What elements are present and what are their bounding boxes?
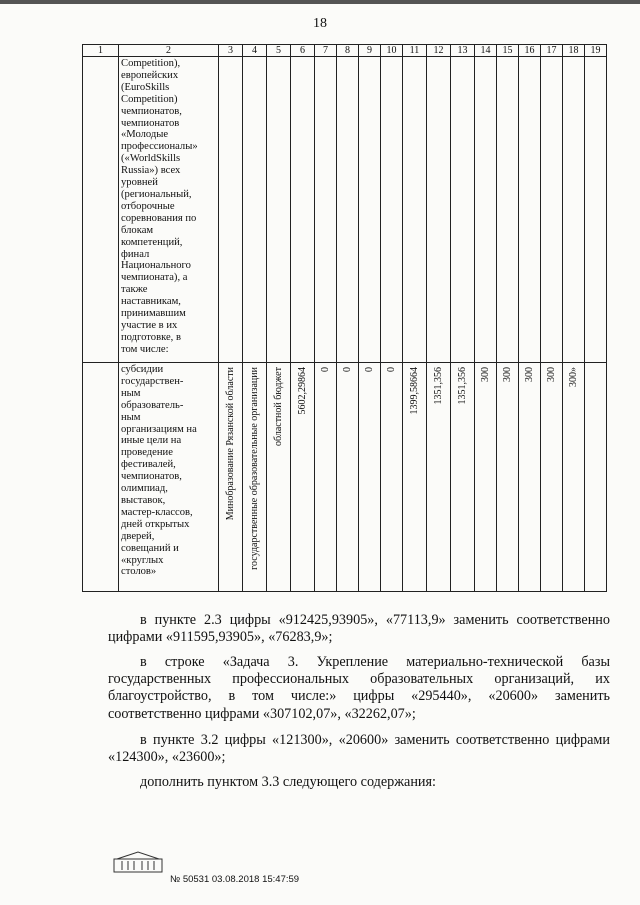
table-row-continuation [83,57,607,363]
header-cell: 4 [243,45,267,57]
header-cell: 18 [563,45,585,57]
paragraph-point-3-2: в пункте 3.2 цифры «121300», «20600» заменить соответственно цифрами «124300», «23600»; [108,732,610,766]
value-cell: 1351,356 [456,367,468,405]
header-cell: 1 [83,45,119,57]
row1-description: Competition), европейских (EuroSkills Competition) чемпионатов, чемпионатов «Молодые профессионалы» («WorldSkills Russia») всех уровней (региональный, отборочные соревнования по блокам компетенций, финал Национального чемпионата), а также наставникам, принимавшим участие в их подготовке, в том числе: [119,57,219,363]
header-cell: 7 [315,45,337,57]
header-cell: 19 [585,45,607,57]
paragraph-point-2-3: в пункте 2.3 цифры «912425,93905», «77113,9» заменить соответственно цифрами «911595,93905», «76283,9»; [108,612,610,646]
value-cell: 300» [567,367,579,387]
header-cell: 2 [119,45,219,57]
table-row-subsidies [83,363,607,592]
executor-cell: Минобразование Рязанской области [224,367,236,521]
top-edge-line [0,0,640,4]
header-cell: 6 [291,45,315,57]
header-cell: 8 [337,45,359,57]
value-cell: 0 [363,367,375,372]
source-cell: областной бюджет [272,367,284,447]
value-cell: 300 [501,367,513,382]
header-cell: 13 [451,45,475,57]
header-cell: 3 [219,45,243,57]
value-cell: 300 [523,367,535,382]
value-cell: 300 [479,367,491,382]
value-cell: 0 [341,367,353,372]
row2-description: субсидии государствен- ным образователь- ным организациям на иные цели на проведение фестивалей, чемпионатов, олимпиад, выставок, мастер-классов, дней открытых дверей, совещаний и «круглых столов» [119,363,219,592]
header-cell: 5 [267,45,291,57]
header-cell: 12 [427,45,451,57]
header-cell: 9 [359,45,381,57]
registration-stamp: № 50531 03.08.2018 15:47:59 [170,874,300,885]
value-cell: 0 [319,367,331,372]
value-cell: 1351,356 [432,367,444,405]
header-cell: 14 [475,45,497,57]
header-cell: 11 [403,45,427,57]
recipient-cell: государственные образовательные организации [248,367,260,570]
registry-emblem-icon [113,850,163,874]
paragraph-add-point-3-3: дополнить пунктом 3.3 следующего содержания: [140,774,436,790]
page-number: 18 [313,16,327,31]
header-cell: 15 [497,45,519,57]
total-cell: 5602,29864 [296,367,308,415]
paragraph-task-3: в строке «Задача 3. Укрепление материально-технической базы государственных профессиональных образовательных организаций, их благоустройство, в том числе:» цифры «295440», «20600» заменить соответственно цифрами «307102,07», «32262,07»; [108,654,610,722]
header-cell: 16 [519,45,541,57]
header-cell: 17 [541,45,563,57]
header-row [83,45,607,57]
program-table [82,44,607,592]
value-cell: 0 [385,367,397,372]
value-cell: 1399,58664 [408,367,420,415]
header-cell: 10 [381,45,403,57]
value-cell: 300 [545,367,557,382]
